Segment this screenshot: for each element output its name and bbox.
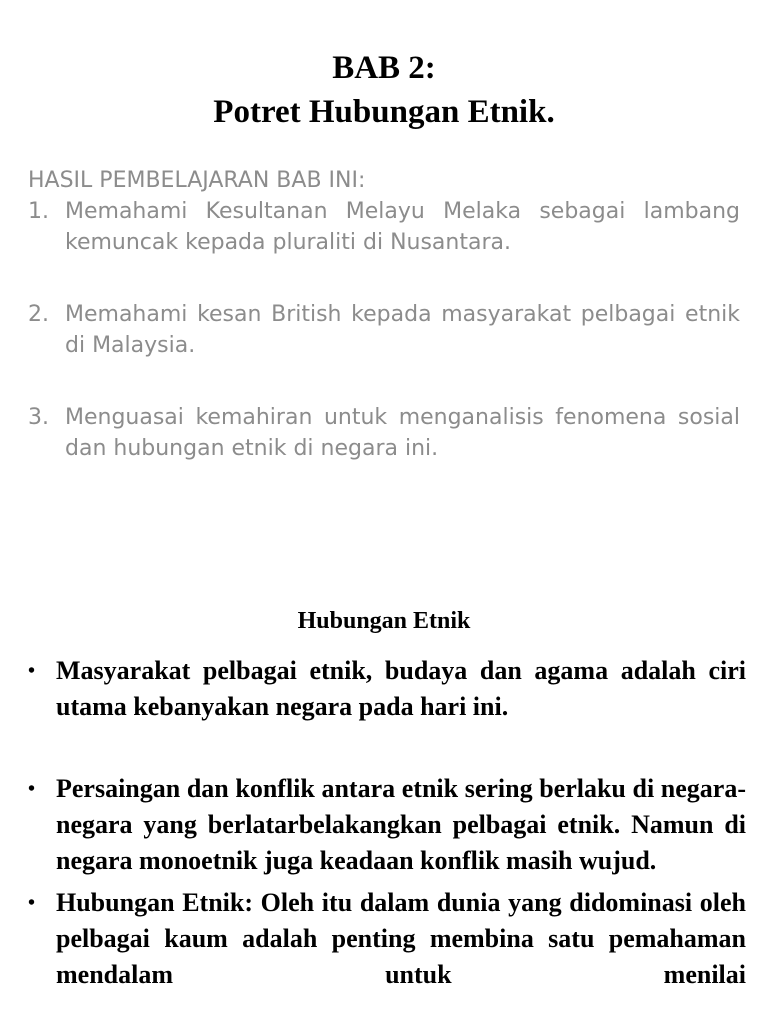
outcome-text: Menguasai kemahiran untuk menganalisis fenomena sosial dan hubungan etnik di negara ini.: [65, 405, 740, 461]
bullet-item: [28, 653, 746, 725]
title-topic: Potret Hubungan Etnik.: [213, 94, 555, 130]
outcome-number: 1.: [28, 199, 49, 224]
learning-outcomes: [28, 165, 740, 505]
bullet-list: [28, 653, 746, 993]
bullet-item: [28, 771, 746, 879]
learning-outcomes-heading: HASIL PEMBELAJARAN BAB INI:: [28, 168, 366, 193]
section-heading: Hubungan Etnik: [297, 608, 471, 634]
bullet-text: Hubungan Etnik: Oleh itu dalam dunia yang didominasi oleh pelbagai kaum adalah penting membina satu pemahaman mendalam untuk menilai: [56, 888, 746, 989]
outcome-number: 3.: [28, 405, 49, 430]
bullet-icon: •: [28, 892, 36, 914]
bullet-text: Persaingan dan konflik antara etnik sering berlaku di negara-negara yang berlatarbelakangkan pelbagai etnik. Namun di negara monoetnik juga keadaan konflik masih wujud.: [56, 774, 746, 875]
learning-outcome-item: [28, 196, 740, 258]
title-chapter: BAB 2:: [332, 50, 436, 86]
bullet-item: [28, 885, 746, 993]
document-title: [0, 46, 768, 134]
outcome-text: Memahami Kesultanan Melayu Melaka sebagai lambang kemuncak kepada pluraliti di Nusantara.: [65, 199, 740, 255]
outcome-number: 2.: [28, 302, 49, 327]
outcome-text: Memahami kesan British kepada masyarakat pelbagai etnik di Malaysia.: [65, 302, 740, 358]
bullet-text: Masyarakat pelbagai etnik, budaya dan agama adalah ciri utama kebanyakan negara pada hari ini.: [56, 656, 746, 721]
learning-outcome-item: [28, 402, 740, 464]
bullet-icon: •: [28, 660, 36, 682]
bullet-icon: •: [28, 778, 36, 800]
learning-outcome-item: [28, 299, 740, 361]
